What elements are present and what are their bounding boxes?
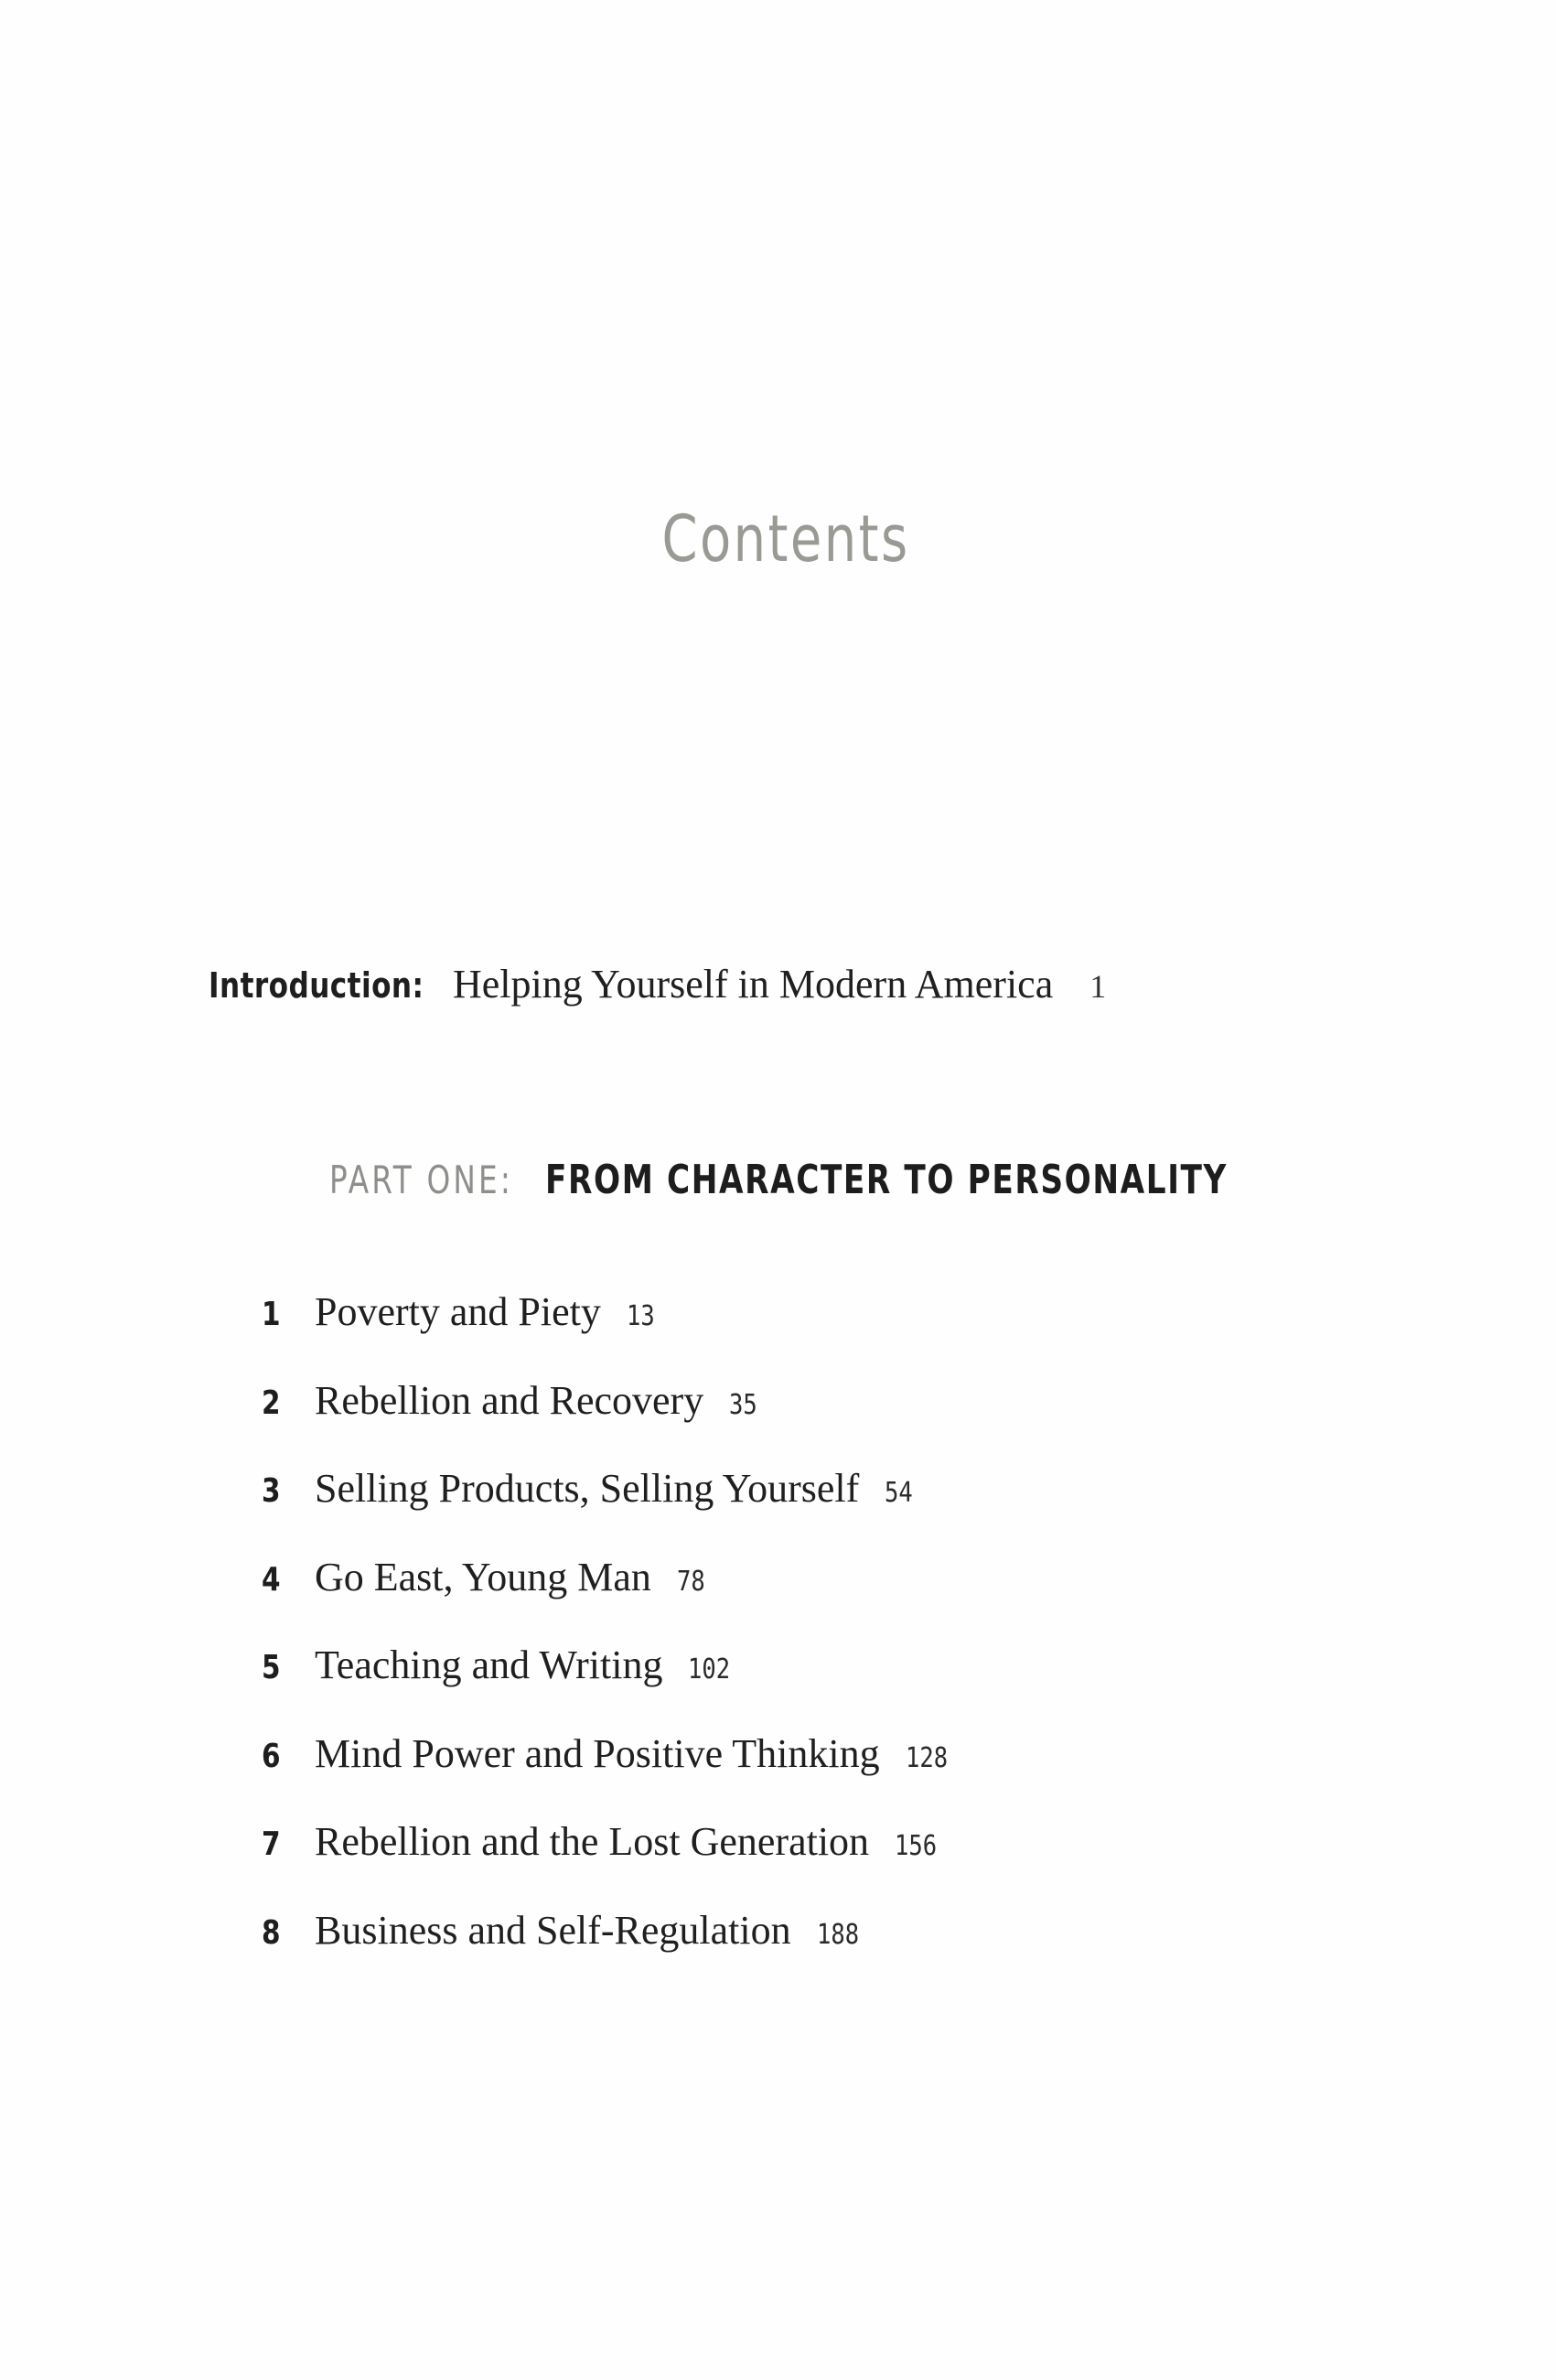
chapter-title: Teaching and Writing	[315, 1642, 663, 1687]
introduction-label: Introduction:	[209, 965, 424, 1006]
chapter-list	[262, 1288, 955, 1995]
chapter-page-number: 13	[626, 1300, 655, 1332]
chapter-number: 1	[262, 1296, 281, 1333]
part-heading	[329, 1157, 1420, 1203]
part-label: PART ONE:	[329, 1158, 513, 1202]
chapter-page-number: 78	[676, 1565, 705, 1598]
chapter-number: 3	[262, 1472, 281, 1510]
chapter-page-number: 128	[905, 1741, 948, 1774]
chapter-title: Selling Products, Selling Yourself	[315, 1466, 860, 1511]
introduction-entry	[209, 961, 1106, 1007]
chapter-title: Business and Self-Regulation	[315, 1907, 791, 1953]
chapter-title: Rebellion and Recovery	[315, 1377, 704, 1423]
chapter-entry	[262, 1730, 955, 1819]
page-title: Contents	[661, 501, 910, 576]
chapter-page-number: 54	[885, 1477, 913, 1509]
chapter-number: 2	[262, 1384, 281, 1422]
chapter-page-number: 188	[816, 1918, 859, 1951]
chapter-entry	[262, 1907, 955, 1996]
chapter-entry	[262, 1377, 955, 1466]
introduction-page-number: 1	[1089, 968, 1107, 1005]
chapter-number: 7	[262, 1825, 281, 1863]
part-title: FROM CHARACTER TO PERSONALITY	[545, 1157, 1228, 1203]
introduction-title: Helping Yourself in Modern America	[453, 962, 1054, 1007]
chapter-entry	[262, 1465, 955, 1554]
chapter-page-number: 102	[688, 1653, 731, 1685]
chapter-page-number: 35	[729, 1388, 757, 1421]
chapter-number: 8	[262, 1913, 281, 1952]
chapter-page-number: 156	[895, 1830, 938, 1862]
chapter-entry	[262, 1818, 955, 1907]
chapter-number: 5	[262, 1649, 281, 1686]
chapter-entry	[262, 1642, 955, 1730]
chapter-title: Mind Power and Positive Thinking	[315, 1730, 880, 1776]
chapter-number: 6	[262, 1737, 281, 1775]
chapter-number: 4	[262, 1560, 281, 1599]
chapter-title: Go East, Young Man	[315, 1554, 651, 1599]
chapter-title: Rebellion and the Lost Generation	[315, 1819, 870, 1864]
chapter-entry	[262, 1554, 955, 1642]
chapter-entry	[262, 1288, 955, 1377]
chapter-title: Poverty and Piety	[315, 1289, 601, 1334]
